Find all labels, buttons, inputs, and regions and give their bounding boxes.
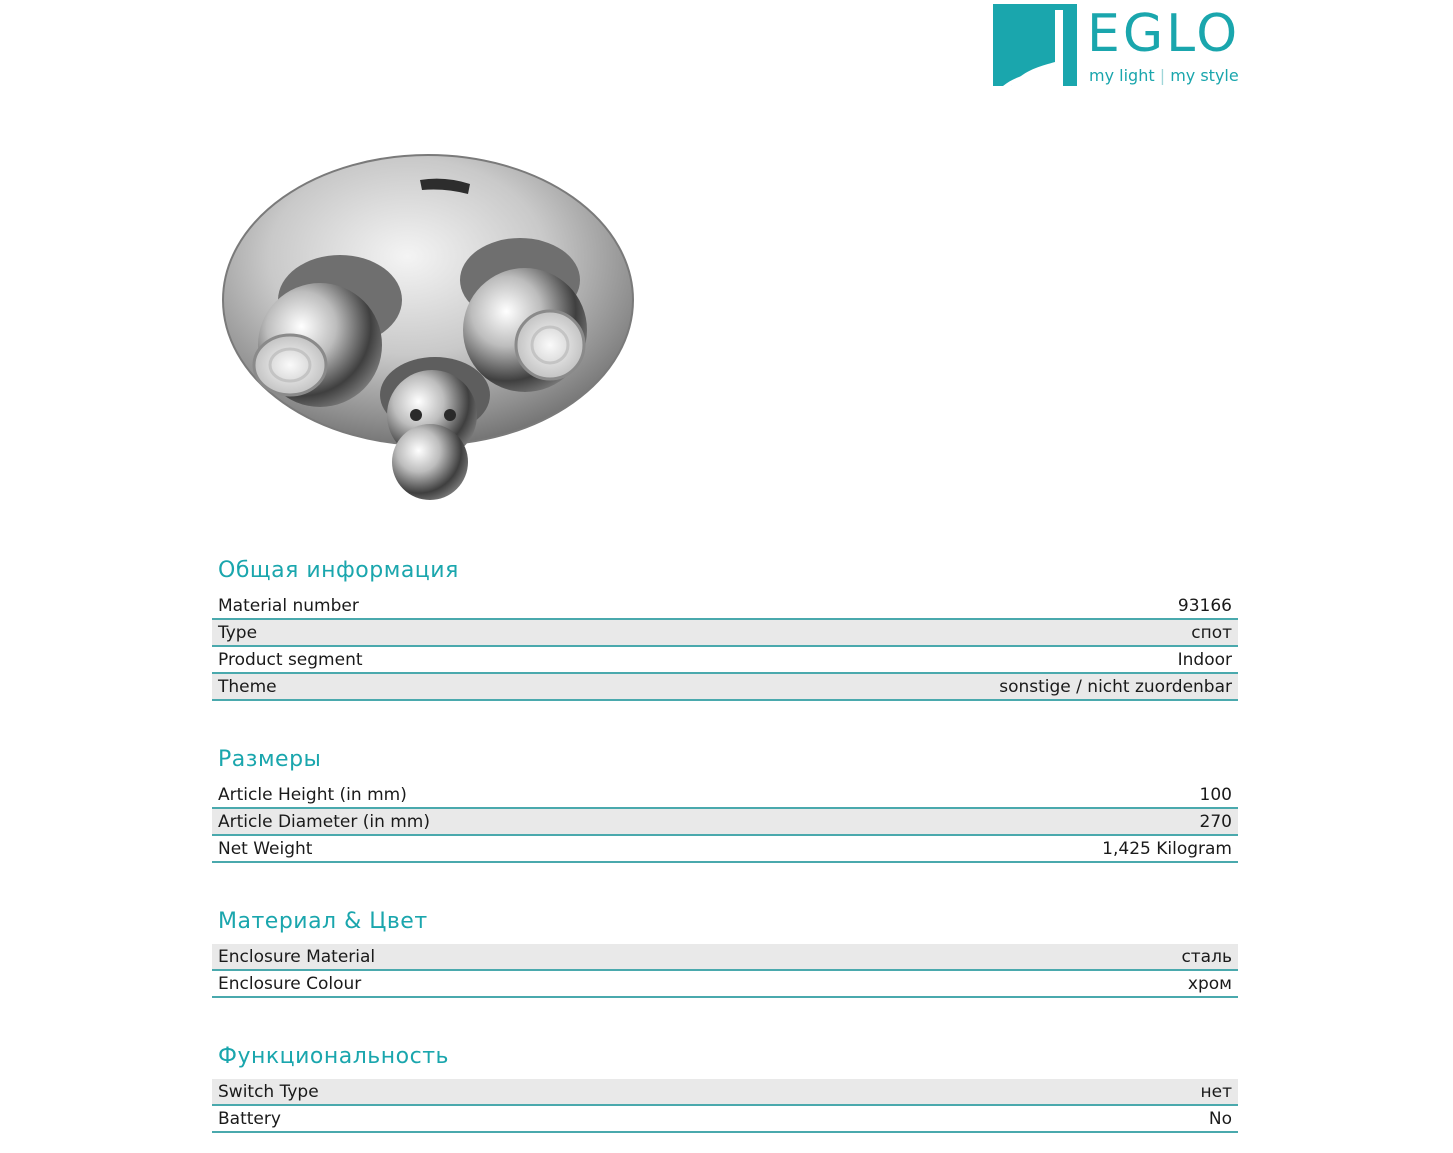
- spec-row-enclosure-colour: [212, 971, 1238, 998]
- product-image: [220, 150, 640, 510]
- spec-label: Net Weight: [218, 838, 313, 859]
- spec-label: Battery: [218, 1108, 281, 1129]
- brand-tagline: [1089, 66, 1239, 86]
- spec-row-theme: [212, 674, 1238, 701]
- spec-value: No: [1208, 1108, 1232, 1129]
- spec-row-battery: [212, 1106, 1238, 1133]
- spec-label: Enclosure Material: [218, 946, 376, 967]
- section-material-colour: [212, 908, 1238, 998]
- section-functionality: [212, 1043, 1238, 1133]
- spec-value: сталь: [1181, 946, 1232, 967]
- spec-value: нет: [1200, 1081, 1232, 1102]
- spec-label: Theme: [218, 676, 277, 697]
- spec-value: 100: [1199, 784, 1232, 805]
- spec-label: Enclosure Colour: [218, 973, 362, 994]
- spec-label: Type: [218, 622, 258, 643]
- spec-label: Product segment: [218, 649, 363, 670]
- spec-row-article-height: [212, 782, 1238, 809]
- spec-table: [212, 944, 1238, 998]
- spec-label: Article Height (in mm): [218, 784, 407, 805]
- spec-value: Indoor: [1177, 649, 1232, 670]
- tagline-right: my style: [1170, 66, 1239, 85]
- spec-label: Article Diameter (in mm): [218, 811, 430, 832]
- spec-table: [212, 782, 1238, 863]
- spec-label: Switch Type: [218, 1081, 319, 1102]
- spec-value: спот: [1191, 622, 1232, 643]
- eglo-logo-icon: [993, 4, 1077, 88]
- spec-row-type: [212, 620, 1238, 647]
- section-general-info: [212, 557, 1238, 701]
- section-title: Материал & Цвет: [218, 909, 428, 934]
- spec-table: [212, 593, 1238, 701]
- spec-value: sonstige / nicht zuordenbar: [999, 676, 1232, 697]
- brand-logo: [993, 4, 1253, 88]
- spec-row-switch-type: [212, 1079, 1238, 1106]
- spec-row-article-diameter: [212, 809, 1238, 836]
- section-title: Размеры: [218, 747, 322, 772]
- spec-label: Material number: [218, 595, 359, 616]
- tagline-left: my light: [1089, 66, 1155, 85]
- section-title: Общая информация: [218, 558, 459, 583]
- spec-row-material-number: [212, 593, 1238, 620]
- spec-value: 1,425 Kilogram: [1102, 838, 1232, 859]
- brand-name: EGLO: [1087, 4, 1241, 64]
- spec-row-net-weight: [212, 836, 1238, 863]
- spec-value: хром: [1187, 973, 1232, 994]
- section-dimensions: [212, 746, 1238, 863]
- section-title: Функциональность: [218, 1044, 449, 1069]
- tagline-separator: |: [1159, 66, 1166, 85]
- spec-row-product-segment: [212, 647, 1238, 674]
- spec-value: 270: [1199, 811, 1232, 832]
- spec-table: [212, 1079, 1238, 1133]
- spec-value: 93166: [1177, 595, 1232, 616]
- spec-row-enclosure-material: [212, 944, 1238, 971]
